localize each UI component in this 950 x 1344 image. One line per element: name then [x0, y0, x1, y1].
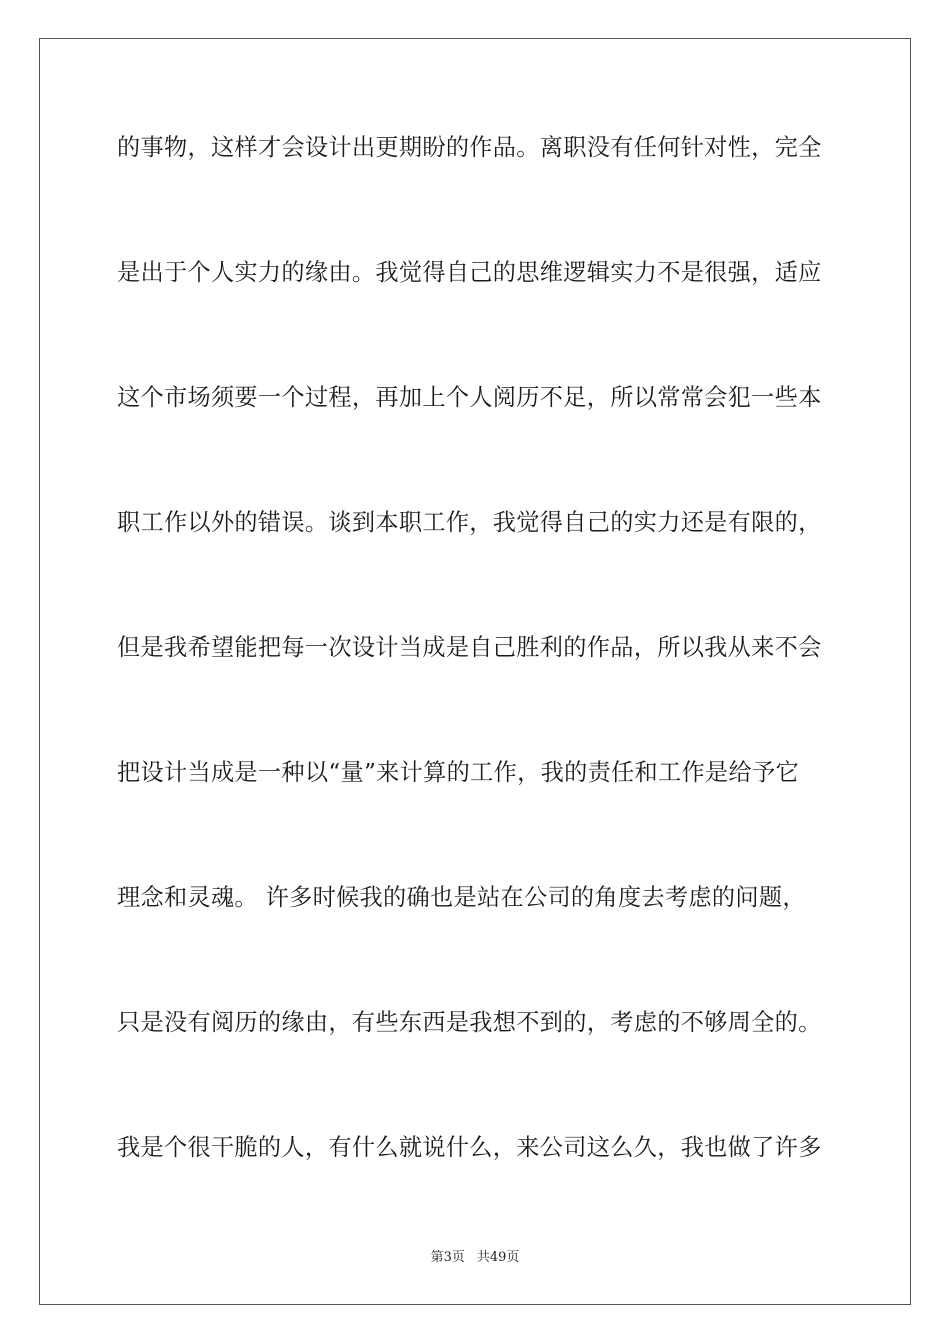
- text-line: 只是没有阅历的缘由，有些东西是我想不到的，考虑的不够周全的。: [117, 1009, 822, 1036]
- text-line: 把设计当成是一种以“量”来计算的工作，我的责任和工作是给予它: [117, 759, 799, 786]
- text-line: 职工作以外的错误。谈到本职工作，我觉得自己的实力还是有限的，: [117, 509, 822, 536]
- page-border: [39, 38, 911, 1305]
- page-footer: [0, 1246, 950, 1265]
- text-line: 这个市场须要一个过程，再加上个人阅历不足，所以常常会犯一些本: [117, 384, 822, 411]
- text-line: 理念和灵魂。 许多时候我的确也是站在公司的角度去考虑的问题，: [117, 884, 806, 911]
- page-total: 共49页: [476, 1250, 520, 1265]
- text-line: 是出于个人实力的缘由。我觉得自己的思维逻辑实力不是很强，适应: [117, 259, 822, 286]
- page-number: 第3页: [430, 1250, 465, 1265]
- text-line: 的事物，这样才会设计出更期盼的作品。离职没有任何针对性，完全: [117, 134, 822, 161]
- text-line: 但是我希望能把每一次设计当成是自己胜利的作品，所以我从来不会: [117, 634, 822, 661]
- text-line: 我是个很干脆的人，有什么就说什么，来公司这么久，我也做了许多: [117, 1134, 822, 1161]
